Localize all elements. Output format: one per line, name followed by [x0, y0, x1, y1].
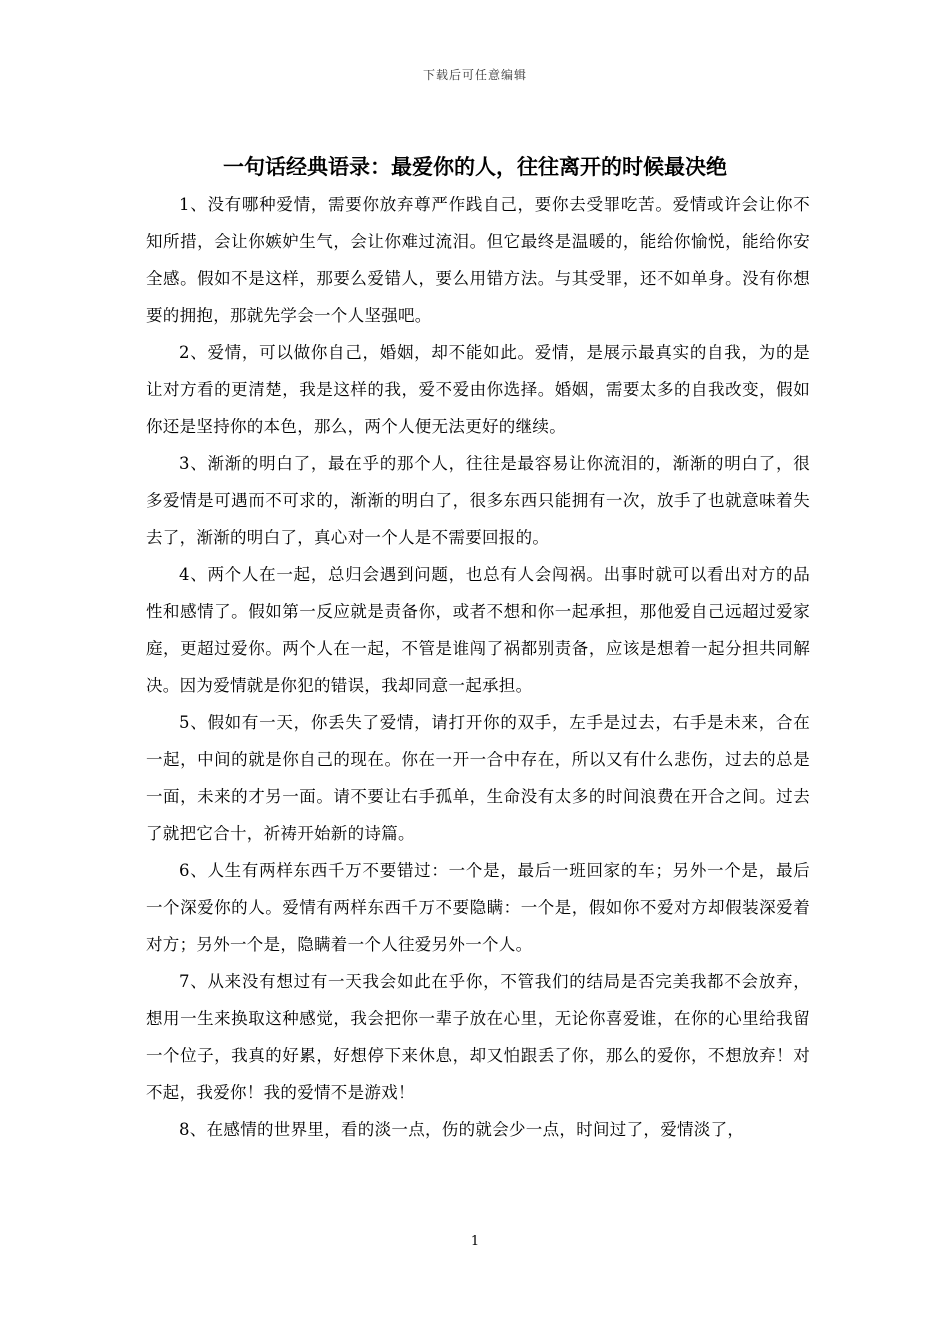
- paragraph-1: 1、没有哪种爱情，需要你放弃尊严作践自己，要你去受罪吃苦。爱情或许会让你不知所措，会让你嫉妒生气，会让你难过流泪。但它最终是温暖的，能给你愉悦，能给你安全感。假如不是这样，那要么爱错人，要么用错方法。与其受罪，还不如单身。没有你想要的拥抱，那就先学会一个人坚强吧。: [146, 195, 810, 325]
- paragraph-7: 7、从来没有想过有一天我会如此在乎你，不管我们的结局是否完美我都不会放弃，想用一生来换取这种感觉，我会把你一辈子放在心里，无论你喜爱谁，在你的心里给我留一个位子，我真的好累，好想停下来休息，却又怕跟丢了你，那么的爱你，不想放弃！对不起，我爱你！我的爱情不是游戏！: [146, 972, 810, 1102]
- document-body: [146, 186, 810, 1148]
- page-number: 1: [470, 1234, 480, 1249]
- paragraph-2: 2、爱情，可以做你自己，婚姻，却不能如此。爱情，是展示最真实的自我，为的是让对方看的更清楚，我是这样的我，爱不爱由你选择。婚姻，需要太多的自我改变，假如你还是坚持你的本色，那么，两个人便无法更好的继续。: [146, 343, 810, 436]
- header-note: 下载后可任意编辑: [422, 68, 527, 82]
- document-title: 一句话经典语录：最爱你的人，往往离开的时候最决绝: [223, 155, 727, 179]
- paragraph-4: 4、两个人在一起，总归会遇到问题，也总有人会闯祸。出事时就可以看出对方的品性和感情了。假如第一反应就是责备你，或者不想和你一起承担，那他爱自己远超过爱家庭，更超过爱你。两个人在一起，不管是谁闯了祸都别责备，应该是想着一起分担共同解决。因为爱情就是你犯的错误，我却同意一起承担。: [146, 565, 810, 695]
- paragraph-3: 3、渐渐的明白了，最在乎的那个人，往往是最容易让你流泪的，渐渐的明白了，很多爱情是可遇而不可求的，渐渐的明白了，很多东西只能拥有一次，放手了也就意味着失去了，渐渐的明白了，真心对一个人是不需要回报的。: [146, 454, 810, 547]
- paragraph-6: 6、人生有两样东西千万不要错过：一个是，最后一班回家的车；另外一个是，最后一个深爱你的人。爱情有两样东西千万不要隐瞒：一个是，假如你不爱对方却假装深爱着对方；另外一个是，隐瞒着一个人往爱另外一个人。: [146, 861, 810, 954]
- paragraph-5: 5、假如有一天，你丢失了爱情，请打开你的双手，左手是过去，右手是未来，合在一起，中间的就是你自己的现在。你在一开一合中存在，所以又有什么悲伤，过去的总是一面，未来的才另一面。请不要让右手孤单，生命没有太多的时间浪费在开合之间。过去了就把它合十，祈祷开始新的诗篇。: [146, 713, 810, 843]
- paragraph-8: 8、在感情的世界里，看的淡一点，伤的就会少一点，时间过了，爱情淡了，: [179, 1120, 745, 1139]
